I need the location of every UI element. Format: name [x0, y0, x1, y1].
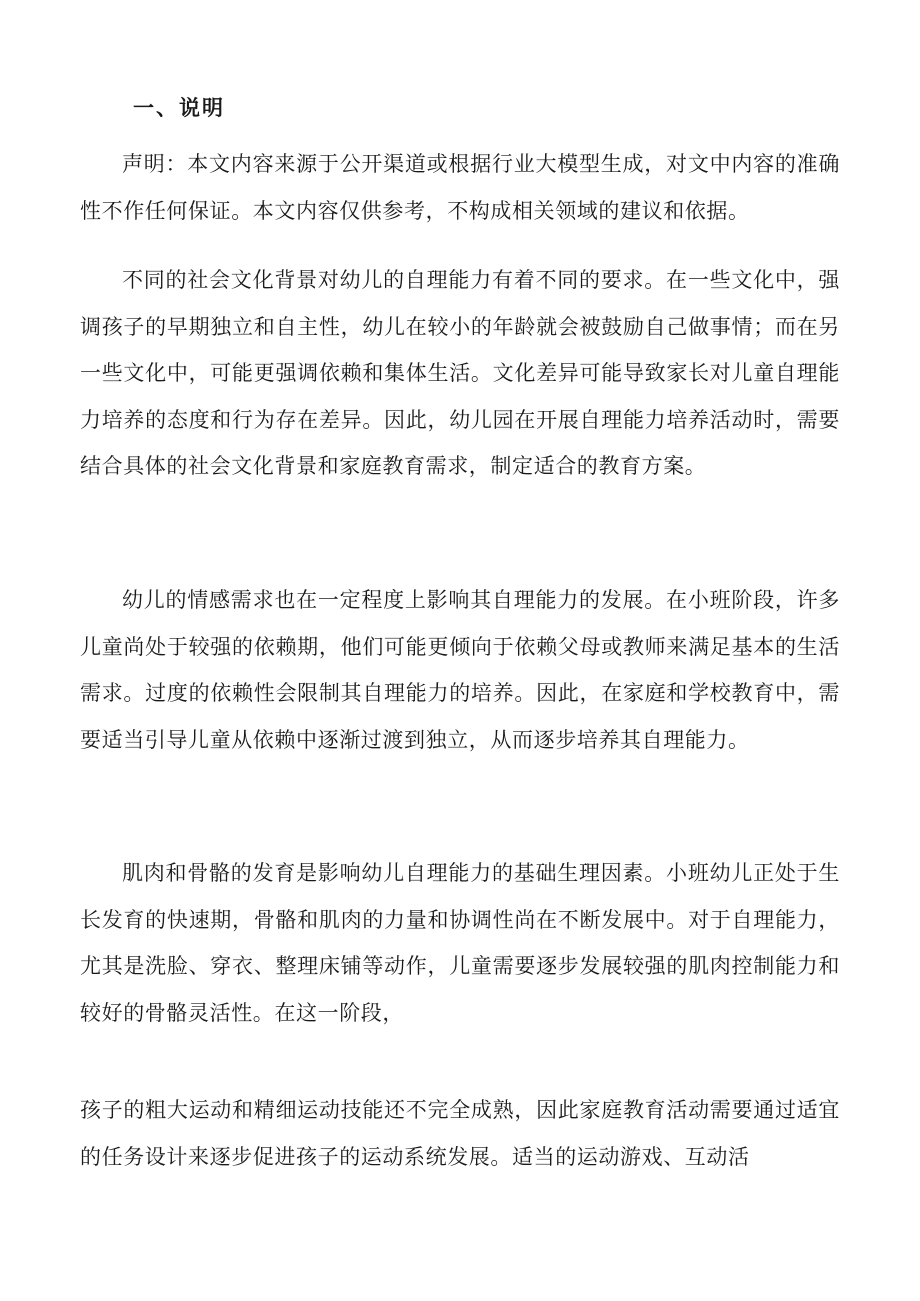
disclaimer-paragraph: 声明：本文内容来源于公开渠道或根据行业大模型生成，对文中内容的准确性不作任何保证。本文内容仅供参考，不构成相关领域的建议和依据。	[80, 152, 840, 223]
section-heading: 一、说明	[133, 95, 225, 120]
muscle-bone-paragraph: 肌肉和骨骼的发育是影响幼儿自理能力的基础生理因素。小班幼儿正处于生长发育的快速期，骨骼和肌肉的力量和协调性尚在不断发展中。对于自理能力，尤其是洗脸、穿衣、整理床铺等动作，儿童需要逐步发展较强的肌肉控制能力和较好的骨骼灵活性。在这一阶段，	[80, 861, 840, 1025]
continuation-paragraph: 孩子的粗大运动和精细运动技能还不完全成熟，因此家庭教育活动需要通过适宜的任务设计来逐步促进孩子的运动系统发展。适当的运动游戏、互动活	[80, 1098, 840, 1169]
emotion-paragraph: 幼儿的情感需求也在一定程度上影响其自理能力的发展。在小班阶段，许多儿童尚处于较强的依赖期，他们可能更倾向于依赖父母或教师来满足基本的生活需求。过度的依赖性会限制其自理能力的培养。因此，在家庭和学校教育中，需要适当引导儿童从依赖中逐渐过渡到独立，从而逐步培养其自理能力。	[80, 588, 840, 752]
culture-paragraph: 不同的社会文化背景对幼儿的自理能力有着不同的要求。在一些文化中，强调孩子的早期独立和自主性，幼儿在较小的年龄就会被鼓励自己做事情；而在另一些文化中，可能更强调依赖和集体生活。文化差异可能导致家长对儿童自理能力培养的态度和行为存在差异。因此，幼儿园在开展自理能力培养活动时，需要结合具体的社会文化背景和家庭教育需求，制定适合的教育方案。	[80, 268, 840, 478]
